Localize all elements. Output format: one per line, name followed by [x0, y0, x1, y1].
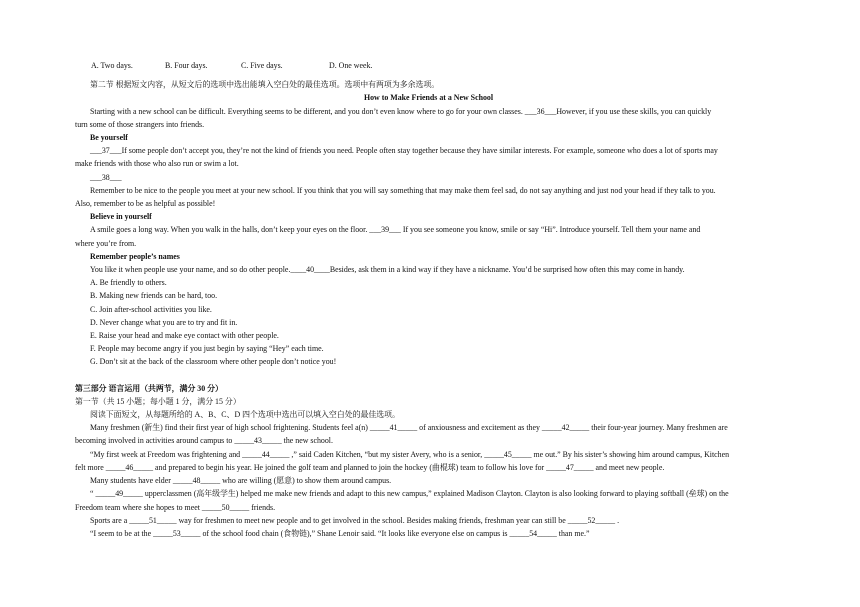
choice-c: C. Five days. [241, 61, 283, 70]
choice-a: A. Two days. [91, 61, 133, 70]
blank-42: _____42_____ [541, 423, 590, 433]
paragraph-text: Besides, ask them in a kind way if they have a nickname. You’d be surprised how often this may come in handy. [329, 265, 685, 275]
cloze-line-1 [75, 421, 782, 434]
cloze-text: me out.” By his sister’s showing him around campus, Kitchen [533, 449, 730, 459]
paragraph-4 [75, 223, 782, 236]
cloze-text: becoming involved in activities around campus to [75, 436, 233, 446]
cloze-line-4 [75, 461, 782, 474]
passage-title: How to Make Friends at a New School [363, 93, 494, 103]
cloze-text: Freedom team where she hopes to meet [75, 502, 200, 512]
option-c: C. Join after-school activities you like. [90, 304, 212, 314]
cloze-text: way for freshmen to meet new people and to get involved in the school. Besides making friends, freshman year can still be [178, 515, 566, 525]
option-f: F. People may become angry if you just begin by saying “Hey” each time. [90, 344, 324, 354]
paragraph-2-cont: make friends with those who also run or swim a lot. [75, 159, 239, 169]
cloze-text: of the school food chain (食物链),” Shane Lenoir said. “It looks like everyone else on campus is [202, 528, 508, 538]
cloze-text: Sports are a [90, 515, 128, 525]
cloze-text: Many students have elder [90, 476, 171, 486]
cloze-text: “My first week at Freedom was frightening and [90, 449, 241, 459]
cloze-line-2 [75, 434, 782, 447]
paragraph-3-cont: Also, remember to be as helpful as possible! [75, 199, 216, 209]
part3-instruction: 阅读下面短文，从每题所给的 A、B、C、D 四个选项中选出可以填入空白处的最佳选项。 [90, 410, 400, 420]
blank-37: ___37___ [90, 146, 122, 156]
paragraph-text: A smile goes a long way. When you walk in the halls, don’t keep your eyes on the floor. [90, 225, 368, 235]
blank-54: _____54_____ [509, 528, 557, 538]
cloze-text: who are willing (愿意) to show them around campus. [222, 476, 392, 486]
paragraph-text: You like it when people use your name, and so do other people. [90, 265, 291, 275]
blank-47: _____47_____ [546, 462, 594, 472]
cloze-text: upperclassmen (高年级学生) helped me make new friends and adapt to this new campus,” explained Madison Clayton. Clayton is also looking forward to playing softball (垒球) on the [144, 489, 729, 499]
answer-choices-row [75, 59, 782, 72]
blank-48: _____48_____ [172, 476, 221, 486]
cloze-text: “ [90, 489, 94, 499]
paragraph-text: However, if you use these skills, you can quickly [556, 106, 712, 116]
blank-40: ____40____ [290, 265, 330, 275]
blank-49: _____49_____ [95, 489, 143, 499]
cloze-text: of anxiousness and excitement as they [419, 423, 540, 433]
cloze-line-8 [75, 514, 782, 527]
blank-44: _____44_____ [242, 449, 290, 459]
choice-d: D. One week. [329, 61, 373, 70]
option-a: A. Be friendly to others. [90, 278, 167, 288]
blank-43: _____43_____ [234, 436, 282, 446]
blank-52: _____52_____ [567, 515, 616, 525]
cloze-text: Many freshmen (新生) find their first year of high school frightening. Students feel a(n) [90, 423, 368, 433]
blank-38: ___38___ [90, 172, 122, 182]
choice-b: B. Four days. [165, 61, 208, 70]
paragraph-text: If some people don’t accept you, they’re not the kind of friends you need. People often stay together because they have similar interests. For example, someone who does a lot of sports may [121, 146, 718, 156]
paragraph-2 [75, 144, 782, 157]
section2-instruction: 第二节 根据短文内容，从短文后的选项中选出能填入空白处的最佳选项。选项中有两项为多余选项。 [90, 80, 440, 90]
blank-41: _____41_____ [369, 423, 418, 433]
part3-subheading: 第一节（共 15 小题；每小题 1 分，满分 15 分） [75, 396, 241, 406]
cloze-text: felt more [75, 462, 104, 472]
option-e: E. Raise your head and make eye contact with other people. [90, 331, 279, 341]
paragraph-3: Remember to be nice to the people you meet at your new school. If you think that you will say something that may make them feel sad, do not say anything and just nod your head if they talk to you. [90, 185, 716, 195]
cloze-text: their four-year journey. Many freshmen are [591, 423, 728, 433]
cloze-text: . [617, 515, 620, 525]
cloze-line-9 [75, 527, 782, 540]
cloze-text: “I seem to be at the [90, 528, 152, 538]
heading-believe-in-yourself: Believe in yourself [90, 212, 152, 222]
paragraph-5 [75, 263, 782, 276]
part3-heading: 第三部分 语言运用（共两节，满分 30 分） [75, 383, 223, 393]
paragraph-4-cont: where you’re from. [75, 238, 137, 248]
blank-36: ___36___ [524, 106, 557, 116]
cloze-text: the new school. [283, 436, 333, 446]
blank-46: _____46_____ [105, 462, 154, 472]
paragraph-text: If you see someone you know, smile or say “Hi”. Introduce yourself. Tell them your name and [402, 225, 701, 235]
paragraph-text: Starting with a new school can be difficult. Everything seems to be different, and you don’t even know where to go for your own classes. [90, 106, 523, 116]
option-d: D. Never change what you are to try and fit in. [90, 317, 238, 327]
cloze-line-5 [75, 474, 782, 487]
blank-53: _____53_____ [153, 528, 201, 538]
cloze-text: friends. [251, 502, 276, 512]
cloze-text: and prepared to begin his year. He joined the golf team and planned to join the hockey (曲棍球) team to follow his love for [155, 462, 545, 472]
heading-remember-names: Remember people’s names [90, 251, 180, 261]
blank-50: _____50_____ [201, 502, 250, 512]
blank-39: ___39___ [369, 225, 401, 235]
heading-be-yourself: Be yourself [90, 133, 128, 143]
cloze-line-7 [75, 501, 782, 514]
option-g: G. Don’t sit at the back of the classroom where other people don’t notice you! [90, 357, 337, 367]
cloze-text: ,” said Caden Kitchen, “but my sister Avery, who is a senior, [291, 449, 483, 459]
cloze-line-3 [75, 448, 782, 461]
option-b: B. Making new friends can be hard, too. [90, 291, 218, 301]
paragraph-1-cont: turn some of those strangers into friends. [75, 119, 205, 129]
cloze-text: and meet new people. [595, 462, 665, 472]
paragraph-1 [75, 105, 782, 118]
cloze-text: than me.” [558, 528, 590, 538]
cloze-line-6 [75, 487, 782, 500]
blank-51: _____51_____ [129, 515, 177, 525]
blank-45: _____45_____ [484, 449, 532, 459]
